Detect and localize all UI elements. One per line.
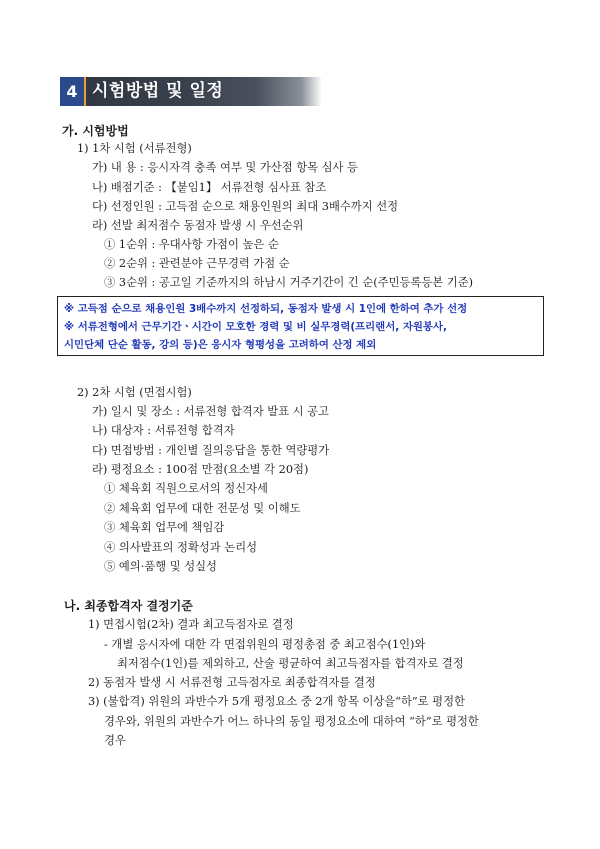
part-b-line: 2) 동점자 발생 시 서류전형 고득점자로 최종합격자를 결정 bbox=[88, 676, 376, 689]
second-exam-title: 2) 2차 시험 (면접시험) bbox=[77, 386, 192, 399]
section-title: 시험방법 및 일정 bbox=[92, 81, 224, 101]
criteria-item: ⑤ 예의·품행 및 성실성 bbox=[104, 560, 217, 573]
first-exam-item: 다) 선정인원 : 고득점 순으로 채용인원의 최대 3배수까지 선정 bbox=[92, 200, 399, 213]
priority-item: ① 1순위 : 우대사항 가점이 높은 순 bbox=[104, 238, 279, 251]
notice-line: ※ 고득점 순으로 채용인원 3배수까지 선정하되, 동점자 발생 시 1인에 한하여 추가 선정 bbox=[64, 303, 468, 315]
criteria-item: ② 체육회 업무에 대한 전문성 및 이해도 bbox=[104, 502, 301, 515]
second-exam-item: 가) 일시 및 장소 : 서류전형 합격자 발표 시 공고 bbox=[92, 405, 329, 418]
second-exam-item: 다) 면접방법 : 개인별 질의응답을 통한 역량평가 bbox=[92, 444, 330, 457]
first-exam-title: 1) 1차 시험 (서류전형) bbox=[77, 142, 192, 155]
section-header bbox=[60, 77, 322, 106]
second-exam-item: 나) 대상자 : 서류전형 합격자 bbox=[92, 424, 235, 437]
part-b-heading: 나. 최종합격자 결정기준 bbox=[64, 599, 193, 613]
part-b-line: 최저점수(1인)를 제외하고, 산술 평균하여 최고득점자를 합격자로 결정 bbox=[117, 657, 464, 670]
part-b-line: 경우 bbox=[104, 734, 126, 747]
part-b-line: 1) 면접시험(2차) 결과 최고득점자로 결정 bbox=[88, 618, 294, 631]
part-b-line: 3) (불합격) 위원의 과반수가 5개 평정요소 중 2개 항목 이상을“하”로 평정한 bbox=[88, 695, 465, 708]
part-b-line: - 개별 응시자에 대한 각 면접위원의 평정총점 중 최고점수(1인)와 bbox=[104, 638, 426, 651]
priority-item: ③ 3순위 : 공고일 기준까지의 하남시 거주기간이 긴 순(주민등록등본 기준) bbox=[104, 276, 473, 289]
part-a-heading: 가. 시험방법 bbox=[62, 124, 129, 138]
first-exam-item: 라) 선발 최저점수 동점자 발생 시 우선순위 bbox=[92, 219, 304, 232]
section-number: 4 bbox=[60, 77, 86, 106]
priority-item: ② 2순위 : 관련분야 근무경력 가점 순 bbox=[104, 257, 290, 270]
part-b-line: 경우와, 위원의 과반수가 어느 하나의 동일 평정요소에 대하여 “하”로 평정한 bbox=[104, 715, 479, 728]
notice-box bbox=[57, 296, 544, 356]
second-exam-item: 라) 평정요소 : 100점 만점(요소별 각 20점) bbox=[92, 463, 309, 476]
criteria-item: ④ 의사발표의 정확성과 논리성 bbox=[104, 541, 258, 554]
criteria-item: ① 체육회 직원으로서의 정신자세 bbox=[104, 482, 268, 495]
first-exam-item: 나) 배점기준 : 【붙임1】 서류전형 심사표 참조 bbox=[92, 181, 327, 194]
first-exam-item: 가) 내 용 : 응시자격 충족 여부 및 가산점 항목 심사 등 bbox=[92, 161, 358, 174]
notice-line: 시민단체 단순 활동, 강의 등)은 응시자 형평성을 고려하여 산정 제외 bbox=[64, 339, 377, 351]
criteria-item: ③ 체육회 업무에 책임감 bbox=[104, 521, 225, 534]
notice-line: ※ 서류전형에서 근무기간ㆍ시간이 모호한 경력 및 비 실무경력(프리랜서, 자원봉사, bbox=[64, 321, 447, 333]
